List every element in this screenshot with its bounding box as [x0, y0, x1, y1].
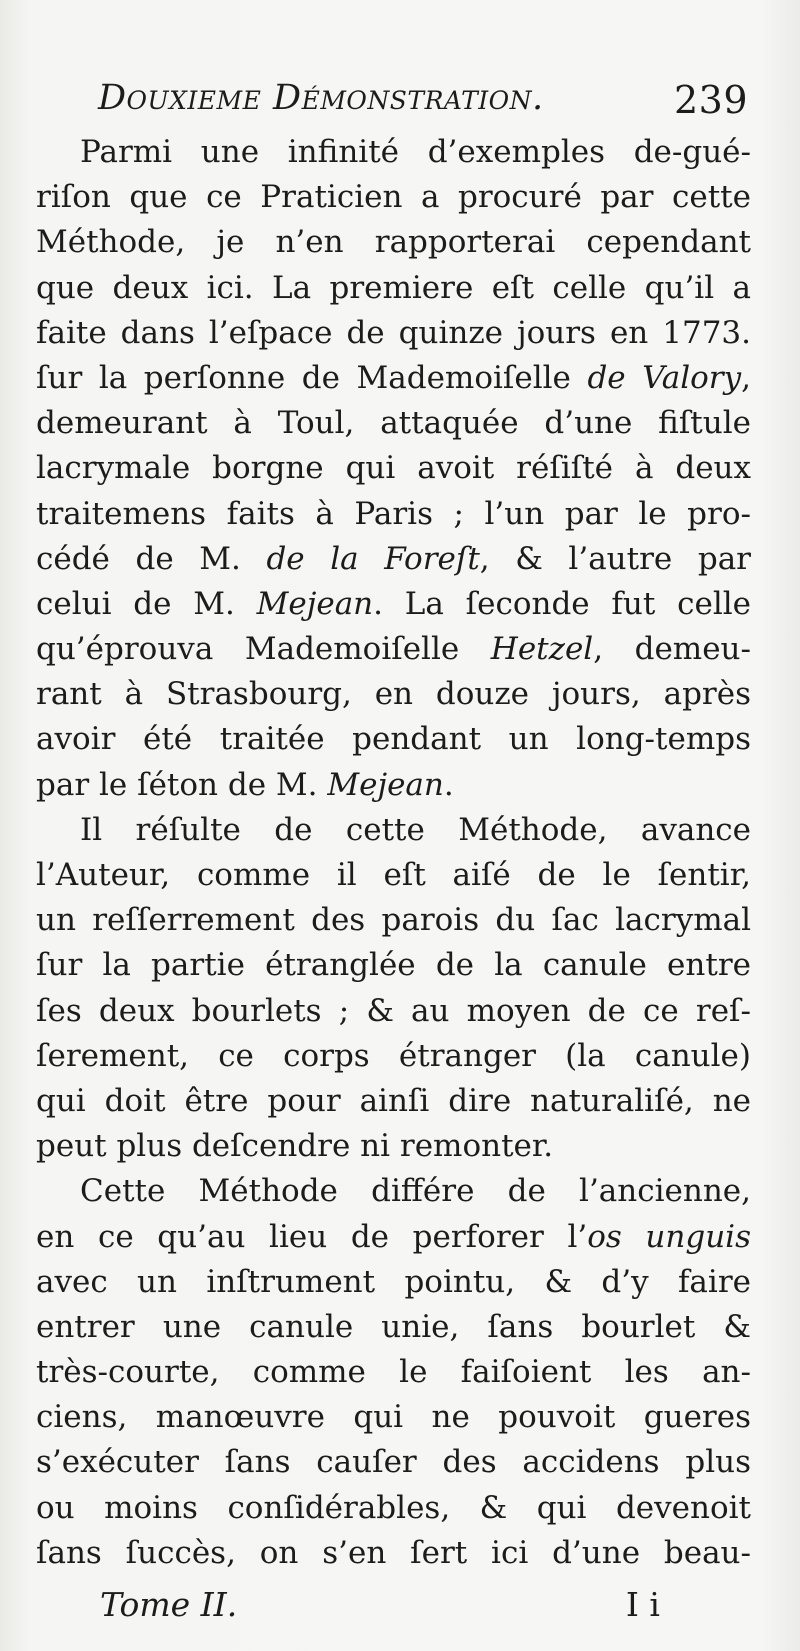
text-run: , demeu- [593, 631, 751, 668]
text-line [36, 492, 751, 537]
text-run: s’exécuter ſans cauſer des accidens plus [36, 1444, 751, 1481]
text-run: un reſſerrement des parois du ſac lacrymal [36, 902, 751, 939]
text-line [36, 1260, 751, 1305]
text-run: en ce qu’au lieu de perforer l’ [36, 1218, 588, 1255]
text-run: que deux ici. La premiere eſt celle qu’il a [36, 269, 751, 306]
text-line [36, 1124, 751, 1169]
text-run: . [443, 766, 454, 803]
text-line [36, 311, 751, 356]
text-run: traitemens faits à Paris ; l’un par le pro- [36, 495, 751, 532]
running-title: Douxieme Démonstration. [98, 78, 544, 118]
text-line [36, 175, 751, 220]
text-run: cédé de M. [36, 540, 267, 577]
text-line [36, 1169, 751, 1214]
text-line [36, 356, 751, 401]
text-run: ſur la partie étranglée de la canule entre [36, 947, 751, 984]
page-number: 239 [673, 78, 748, 122]
text-line [36, 989, 751, 1034]
text-run: Il réſulte de cette Méthode, avance [80, 811, 751, 848]
text-run: qu’éprouva Mademoiſelle [36, 631, 491, 668]
italic-text: os unguis [587, 1218, 751, 1255]
text-run: Méthode, je n’en rapporterai cependant [36, 224, 751, 261]
text-run: entrer une canule unie, ſans bourlet & [36, 1308, 751, 1345]
text-run: qui doit être pour ainſi dire naturaliſé, ne [36, 1082, 751, 1119]
text-line [36, 627, 751, 672]
italic-text: de Valory [587, 359, 742, 396]
text-line [36, 1079, 751, 1124]
text-run: celui de M. [36, 585, 257, 622]
text-run: riſon que ce Praticien a procuré par cette [36, 179, 751, 216]
italic-text: de la Foreſt [266, 540, 480, 577]
text-run: l’Auteur, comme il eſt aiſé de le ſentir, [36, 857, 751, 893]
text-line [36, 1034, 751, 1079]
text-line [36, 582, 751, 627]
text-line [36, 446, 751, 491]
italic-text: Mejean [256, 585, 374, 622]
text-line [36, 808, 751, 853]
text-line [36, 853, 751, 898]
text-run: avec un inſtrument pointu, & d’y faire [36, 1263, 751, 1300]
text-run: rant à Strasbourg, en douze jours, après [36, 676, 751, 713]
text-run: lacrymale borgne qui avoit réſiſté à deux [36, 450, 751, 487]
text-run: peut plus deſcendre ni remonter. [36, 1128, 554, 1165]
text-line [36, 717, 751, 762]
text-run: ou moins conſidérables, & qui devenoit [36, 1489, 751, 1526]
text-line [36, 943, 751, 988]
text-run: , [741, 359, 751, 396]
text-line [36, 401, 751, 446]
text-line [36, 1531, 751, 1576]
text-line [36, 763, 751, 808]
text-line [36, 220, 751, 265]
text-run: faite dans l’eſpace de quinze jours en 1773. [36, 314, 751, 351]
text-run: ciens, manœuvre qui ne pouvoit gueres [36, 1399, 751, 1436]
italic-text: Mejean [327, 766, 444, 803]
text-run: Parmi une infinité d’exemples de-gué- [80, 134, 751, 170]
text-line [36, 672, 751, 717]
text-line [36, 898, 751, 943]
text-line [36, 1440, 751, 1485]
text-run: . La ſeconde fut celle [373, 585, 751, 622]
running-header [98, 78, 748, 128]
volume-label: Tome II. [100, 1585, 238, 1624]
text-line [36, 1215, 751, 1260]
page-footer [100, 1585, 660, 1629]
text-line [36, 130, 751, 175]
text-run: ſerement, ce corps étranger (la canule) [36, 1037, 751, 1074]
text-line [36, 1395, 751, 1440]
text-run: très-courte, comme le faiſoient les an- [36, 1354, 751, 1391]
text-run: avoir été traitée pendant un long-temps [36, 721, 751, 758]
italic-text: Hetzel [490, 631, 594, 668]
text-run: demeurant à Toul, attaquée d’une fiſtule [36, 405, 751, 442]
text-run: ſans ſuccès, on s’en ſert ici d’une beau- [36, 1534, 751, 1571]
text-run: Cette Méthode différe de l’ancienne, [80, 1173, 751, 1210]
text-line [36, 1350, 751, 1395]
text-run: ſur la perſonne de Mademoiſelle [36, 359, 588, 396]
text-line [36, 1305, 751, 1350]
signature-mark: I i [625, 1585, 660, 1624]
body-text [36, 130, 751, 1576]
text-line [36, 1486, 751, 1531]
text-run: , & l’autre par [479, 540, 751, 577]
text-run: ſes deux bourlets ; & au moyen de ce reſ- [36, 992, 751, 1029]
text-run: par le ſéton de M. [36, 766, 328, 803]
text-line [36, 537, 751, 582]
text-line [36, 266, 751, 311]
